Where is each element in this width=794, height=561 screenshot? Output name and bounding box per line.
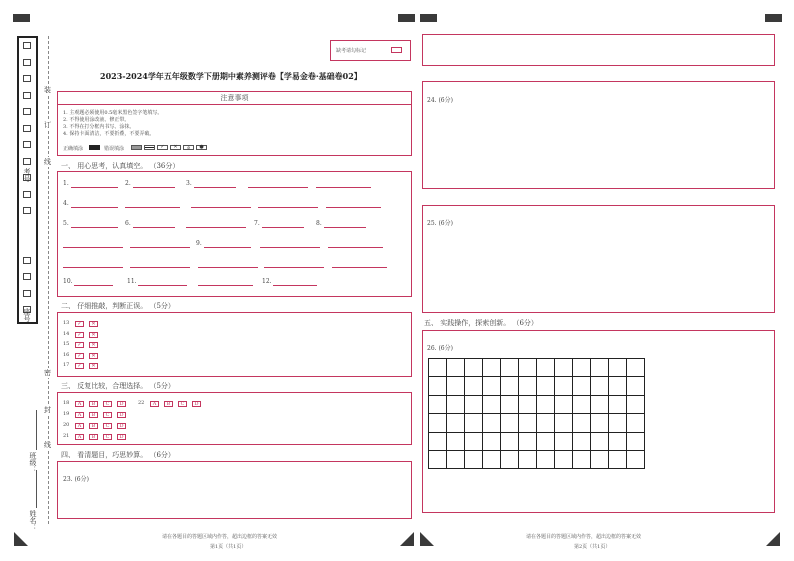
grid-cell xyxy=(555,433,573,451)
answer-blank-line[interactable] xyxy=(71,187,118,188)
grid-cell xyxy=(537,377,555,395)
answer-blank-line[interactable] xyxy=(204,247,251,248)
question-26-label: 26. (6分) xyxy=(427,345,453,352)
blank-number-6: 6. xyxy=(125,220,131,227)
absent-mark-label: 缺考请勾标记 xyxy=(336,48,367,54)
binding-char-feng: 封 xyxy=(44,406,51,414)
grid-cell xyxy=(591,396,609,414)
grid-cell xyxy=(555,451,573,469)
footer-page-right: 第2页（共1页） xyxy=(574,544,611,550)
grid-cell xyxy=(429,414,447,432)
blank-number-8: 8. xyxy=(316,220,322,227)
answer-blank-line[interactable] xyxy=(130,247,190,248)
grid-cell xyxy=(501,359,519,377)
grid-cell xyxy=(483,396,501,414)
choice-question-number: 20 xyxy=(63,422,70,428)
answer-blank-line[interactable] xyxy=(262,227,304,228)
choice-bubble-b[interactable]: B xyxy=(89,401,98,407)
answer-blank-line[interactable] xyxy=(191,207,251,208)
exam-number-cell[interactable] xyxy=(23,207,31,214)
choice-bubble-d[interactable]: D xyxy=(117,423,126,429)
grid-cell xyxy=(609,433,627,451)
section-1-answer-box[interactable] xyxy=(57,171,412,297)
judge-question-number: 13 xyxy=(63,320,70,326)
notice-item-3: 3. 不得在打分框内书写、涂抹。 xyxy=(63,124,135,130)
grid-cell xyxy=(429,451,447,469)
grid-cell xyxy=(465,433,483,451)
grid-cell xyxy=(573,359,591,377)
grid-cell xyxy=(609,451,627,469)
true-bubble[interactable]: ✓ xyxy=(75,321,84,327)
false-bubble[interactable]: ✕ xyxy=(89,321,98,327)
answer-blank-line[interactable] xyxy=(324,227,366,228)
grid-cell xyxy=(483,377,501,395)
section-3-answer-box xyxy=(57,392,412,445)
question-24-answer-box[interactable] xyxy=(422,81,775,189)
grid-cell xyxy=(501,451,519,469)
exam-title: 2023-2024学年五年级数学下册期中素养测评卷【学易金卷·基础卷02】 xyxy=(100,71,362,81)
exam-number-cell[interactable] xyxy=(23,75,31,82)
correct-fill-sample xyxy=(89,145,100,150)
answer-blank-line[interactable] xyxy=(186,227,246,228)
choice-bubble-a[interactable]: A xyxy=(75,401,84,407)
answer-blank-line[interactable] xyxy=(138,285,187,286)
answer-blank-line[interactable] xyxy=(198,267,258,268)
wrong-fill-sample-1 xyxy=(131,145,142,150)
grid-cell xyxy=(465,414,483,432)
registration-mark-top-mid-right xyxy=(420,14,437,22)
blank-number-5: 5. xyxy=(63,220,69,227)
true-bubble[interactable]: ✓ xyxy=(75,342,84,348)
grid-cell xyxy=(483,359,501,377)
choice-question-number: 21 xyxy=(63,433,70,439)
grid-cell xyxy=(465,377,483,395)
grid-cell xyxy=(429,377,447,395)
grid-cell xyxy=(627,414,645,432)
grid-cell xyxy=(501,396,519,414)
wrong-fill-sample-6: ● xyxy=(196,145,207,150)
question-26-answer-box[interactable] xyxy=(422,330,775,513)
grid-cell xyxy=(519,377,537,395)
notice-item-4: 4. 保持卡面清洁，不要折叠，不要弄破。 xyxy=(63,131,155,137)
exam-number-cell[interactable] xyxy=(23,290,31,297)
answer-blank-line[interactable] xyxy=(133,227,175,228)
exam-number-cell[interactable] xyxy=(23,158,31,165)
choice-question-number: 19 xyxy=(63,411,70,417)
answer-blank-line[interactable] xyxy=(63,247,123,248)
name-underline[interactable] xyxy=(36,470,37,508)
grid-cell xyxy=(447,359,465,377)
choice-bubble-c[interactable]: C xyxy=(103,401,112,407)
choice-question-number: 18 xyxy=(63,400,70,406)
choice-bubble-a[interactable]: A xyxy=(75,434,84,440)
grid-cell xyxy=(609,396,627,414)
false-bubble[interactable]: ✕ xyxy=(89,353,98,359)
grid-cell xyxy=(429,433,447,451)
grid-cell xyxy=(573,451,591,469)
choice-bubble-c[interactable]: C xyxy=(103,423,112,429)
grid-cell xyxy=(465,396,483,414)
binding-char-mi: 密 xyxy=(44,369,51,377)
choice-bubble-c[interactable]: C xyxy=(103,434,112,440)
grid-cell xyxy=(555,414,573,432)
answer-blank-line[interactable] xyxy=(194,187,236,188)
judge-question-number: 14 xyxy=(63,330,70,337)
false-bubble[interactable]: ✕ xyxy=(89,332,98,338)
exam-number-cell[interactable] xyxy=(23,125,31,132)
registration-mark-top-right xyxy=(765,14,782,22)
notice-title: 注意事项 xyxy=(58,92,411,105)
choice-bubble-d[interactable]: D xyxy=(117,434,126,440)
exam-number-cell[interactable] xyxy=(23,273,31,280)
question-25-answer-box[interactable] xyxy=(422,205,775,313)
class-label: 班级： xyxy=(29,452,37,473)
footer-warning-left: 请在各题目的答题区域内作答，超出边框的答案无效 xyxy=(162,534,278,540)
exam-number-cell[interactable] xyxy=(23,141,31,148)
grid-cell xyxy=(573,433,591,451)
choice-bubble-c[interactable]: C xyxy=(178,401,187,407)
wrong-fill-label: 错误填涂 xyxy=(104,146,125,152)
grid-cell xyxy=(519,414,537,432)
grid-cell xyxy=(627,451,645,469)
answer-blank-line[interactable] xyxy=(248,187,308,188)
grid-cell xyxy=(429,359,447,377)
choice-bubble-b[interactable]: B xyxy=(164,401,173,407)
section-2-answer-box xyxy=(57,312,412,377)
answer-blank-line[interactable] xyxy=(74,285,113,286)
exam-number-cell[interactable] xyxy=(23,42,31,49)
answer-blank-line[interactable] xyxy=(198,285,253,286)
exam-number-cell[interactable] xyxy=(23,92,31,99)
grid-cell xyxy=(609,414,627,432)
question-23-answer-box[interactable] xyxy=(57,461,412,519)
question-24-label: 24. (6分) xyxy=(427,97,453,104)
section-2-heading: 二、 仔细推敲，判断正误。 （5分） xyxy=(61,302,175,310)
answer-blank-line[interactable] xyxy=(260,247,320,248)
wrong-fill-sample-5: ⊘ xyxy=(183,145,194,150)
grid-cell xyxy=(591,451,609,469)
grid-cell xyxy=(537,433,555,451)
answer-blank-line[interactable] xyxy=(130,267,190,268)
true-bubble[interactable]: ✓ xyxy=(75,332,84,338)
exam-number-cell[interactable] xyxy=(23,59,31,66)
registration-mark-top-left xyxy=(13,14,30,22)
answer-blank-line[interactable] xyxy=(258,207,318,208)
grid-cell xyxy=(447,433,465,451)
answer-blank-line[interactable] xyxy=(328,247,383,248)
blank-number-7: 7. xyxy=(254,220,260,227)
answer-blank-line[interactable] xyxy=(273,285,317,286)
blank-number-11: 11. xyxy=(127,278,137,285)
registration-triangle-bottom-mid-right xyxy=(420,532,434,546)
grid-cell xyxy=(573,396,591,414)
notice-item-2: 2. 不得使用涂改液、修正带。 xyxy=(63,117,130,123)
grid-cell xyxy=(429,396,447,414)
seat-number-label: 座号 xyxy=(23,308,31,322)
grid-cell xyxy=(555,359,573,377)
choice-bubble-d[interactable]: D xyxy=(192,401,201,407)
registration-triangle-bottom-left xyxy=(14,532,28,546)
grid-cell xyxy=(483,451,501,469)
top-continuation-box[interactable] xyxy=(422,34,775,66)
grid-cell xyxy=(591,414,609,432)
blank-number-12: 12. xyxy=(262,278,272,285)
answer-blank-line[interactable] xyxy=(264,267,324,268)
name-label: 姓名： xyxy=(29,510,37,531)
absent-mark-box xyxy=(330,40,411,61)
judge-question-number: 15 xyxy=(63,341,70,348)
grid-cell xyxy=(465,451,483,469)
section-1-heading: 一、 用心思考，认真填空。 （36分） xyxy=(61,162,180,170)
grid-cell xyxy=(537,451,555,469)
grid-cell xyxy=(609,377,627,395)
blank-number-10: 10. xyxy=(63,278,73,285)
blank-number-4: 4. xyxy=(63,200,69,207)
grid-cell xyxy=(501,414,519,432)
class-underline[interactable] xyxy=(36,410,37,450)
exam-number-cell[interactable] xyxy=(23,257,31,264)
question-25-label: 25. (6分) xyxy=(427,220,453,227)
notice-item-1: 1. 主观题必须使用0.5毫米黑色签字笔填写。 xyxy=(63,110,163,116)
blank-number-2: 2. xyxy=(125,180,131,187)
choice-bubble-a[interactable]: A xyxy=(75,412,84,418)
grid-cell xyxy=(573,414,591,432)
answer-blank-line[interactable] xyxy=(332,267,387,268)
choice-bubble-a[interactable]: A xyxy=(75,423,84,429)
binding-dashed-line xyxy=(48,36,49,524)
grid-cell xyxy=(609,359,627,377)
choice-bubble-d[interactable]: D xyxy=(117,412,126,418)
grid-cell xyxy=(627,359,645,377)
footer-page-left: 第1页（共1页） xyxy=(210,544,247,550)
section-3-heading: 三、 反复比较，合理选择。 （5分） xyxy=(61,382,175,390)
blank-number-9: 9. xyxy=(196,240,202,247)
false-bubble[interactable]: ✕ xyxy=(89,342,98,348)
grid-cell xyxy=(627,377,645,395)
grid-cell xyxy=(573,377,591,395)
grid-cell xyxy=(447,414,465,432)
binding-char-xian: 线 xyxy=(44,158,51,166)
grid-cell xyxy=(483,414,501,432)
exam-number-cell[interactable] xyxy=(23,191,31,198)
answer-blank-line[interactable] xyxy=(326,207,381,208)
judge-question-number: 17 xyxy=(63,362,70,369)
answer-blank-line[interactable] xyxy=(316,187,371,188)
grid-cell xyxy=(483,433,501,451)
false-bubble[interactable]: ✕ xyxy=(89,363,98,369)
blank-number-3: 3. xyxy=(186,180,192,187)
binding-char-ding: 订 xyxy=(44,121,51,129)
grid-cell xyxy=(537,396,555,414)
footer-warning-right: 请在各题目的答题区域内作答，超出边框的答案无效 xyxy=(526,534,642,540)
grid-cell xyxy=(555,377,573,395)
exam-number-cell[interactable] xyxy=(23,108,31,115)
answer-blank-line[interactable] xyxy=(125,207,180,208)
grid-cell xyxy=(447,396,465,414)
square-grid-paper[interactable] xyxy=(428,358,645,469)
true-bubble[interactable]: ✓ xyxy=(75,363,84,369)
wrong-fill-sample-2 xyxy=(144,145,155,150)
grid-cell xyxy=(501,377,519,395)
registration-triangle-bottom-mid-left xyxy=(400,532,414,546)
choice-bubble-a[interactable]: A xyxy=(150,401,159,407)
correct-fill-label: 正确填涂 xyxy=(63,146,84,152)
answer-blank-line[interactable] xyxy=(63,267,123,268)
answer-blank-line[interactable] xyxy=(133,187,175,188)
exam-number-label: 考号 xyxy=(23,168,31,182)
binding-char-xian-2: 线 xyxy=(44,441,51,449)
choice-bubble-b[interactable]: B xyxy=(89,423,98,429)
notice-box xyxy=(57,91,412,156)
choice-bubble-d[interactable]: D xyxy=(117,401,126,407)
answer-blank-line[interactable] xyxy=(71,227,118,228)
blank-number-1: 1. xyxy=(63,180,69,187)
registration-triangle-bottom-right xyxy=(766,532,780,546)
choice-bubble-b[interactable]: B xyxy=(89,434,98,440)
grid-cell xyxy=(591,377,609,395)
grid-cell xyxy=(519,433,537,451)
grid-cell xyxy=(537,359,555,377)
grid-cell xyxy=(555,396,573,414)
grid-cell xyxy=(519,396,537,414)
question-23-label: 23. (6分) xyxy=(63,476,89,483)
grid-cell xyxy=(447,451,465,469)
choice-bubble-b[interactable]: B xyxy=(89,412,98,418)
grid-cell xyxy=(465,359,483,377)
wrong-fill-sample-4: ✕ xyxy=(170,145,181,150)
grid-cell xyxy=(537,414,555,432)
grid-cell xyxy=(627,396,645,414)
grid-cell xyxy=(501,433,519,451)
judge-question-number: 16 xyxy=(63,351,70,358)
section-5-heading: 五、 实践操作，探索创新。 （6分） xyxy=(424,319,538,327)
grid-cell xyxy=(447,377,465,395)
choice-question-number: 22 xyxy=(138,400,145,406)
grid-cell xyxy=(519,359,537,377)
absent-mark-checkbox[interactable] xyxy=(391,47,402,53)
registration-mark-top-mid-left xyxy=(398,14,415,22)
choice-bubble-c[interactable]: C xyxy=(103,412,112,418)
answer-blank-line[interactable] xyxy=(71,207,118,208)
wrong-fill-sample-3: ✓ xyxy=(157,145,168,150)
grid-cell xyxy=(591,433,609,451)
section-4-heading: 四、 看清题目，巧思妙算。 （6分） xyxy=(61,451,175,459)
binding-char-zhuang: 装 xyxy=(44,86,51,94)
grid-cell xyxy=(591,359,609,377)
grid-cell xyxy=(627,433,645,451)
true-bubble[interactable]: ✓ xyxy=(75,353,84,359)
grid-cell xyxy=(519,451,537,469)
